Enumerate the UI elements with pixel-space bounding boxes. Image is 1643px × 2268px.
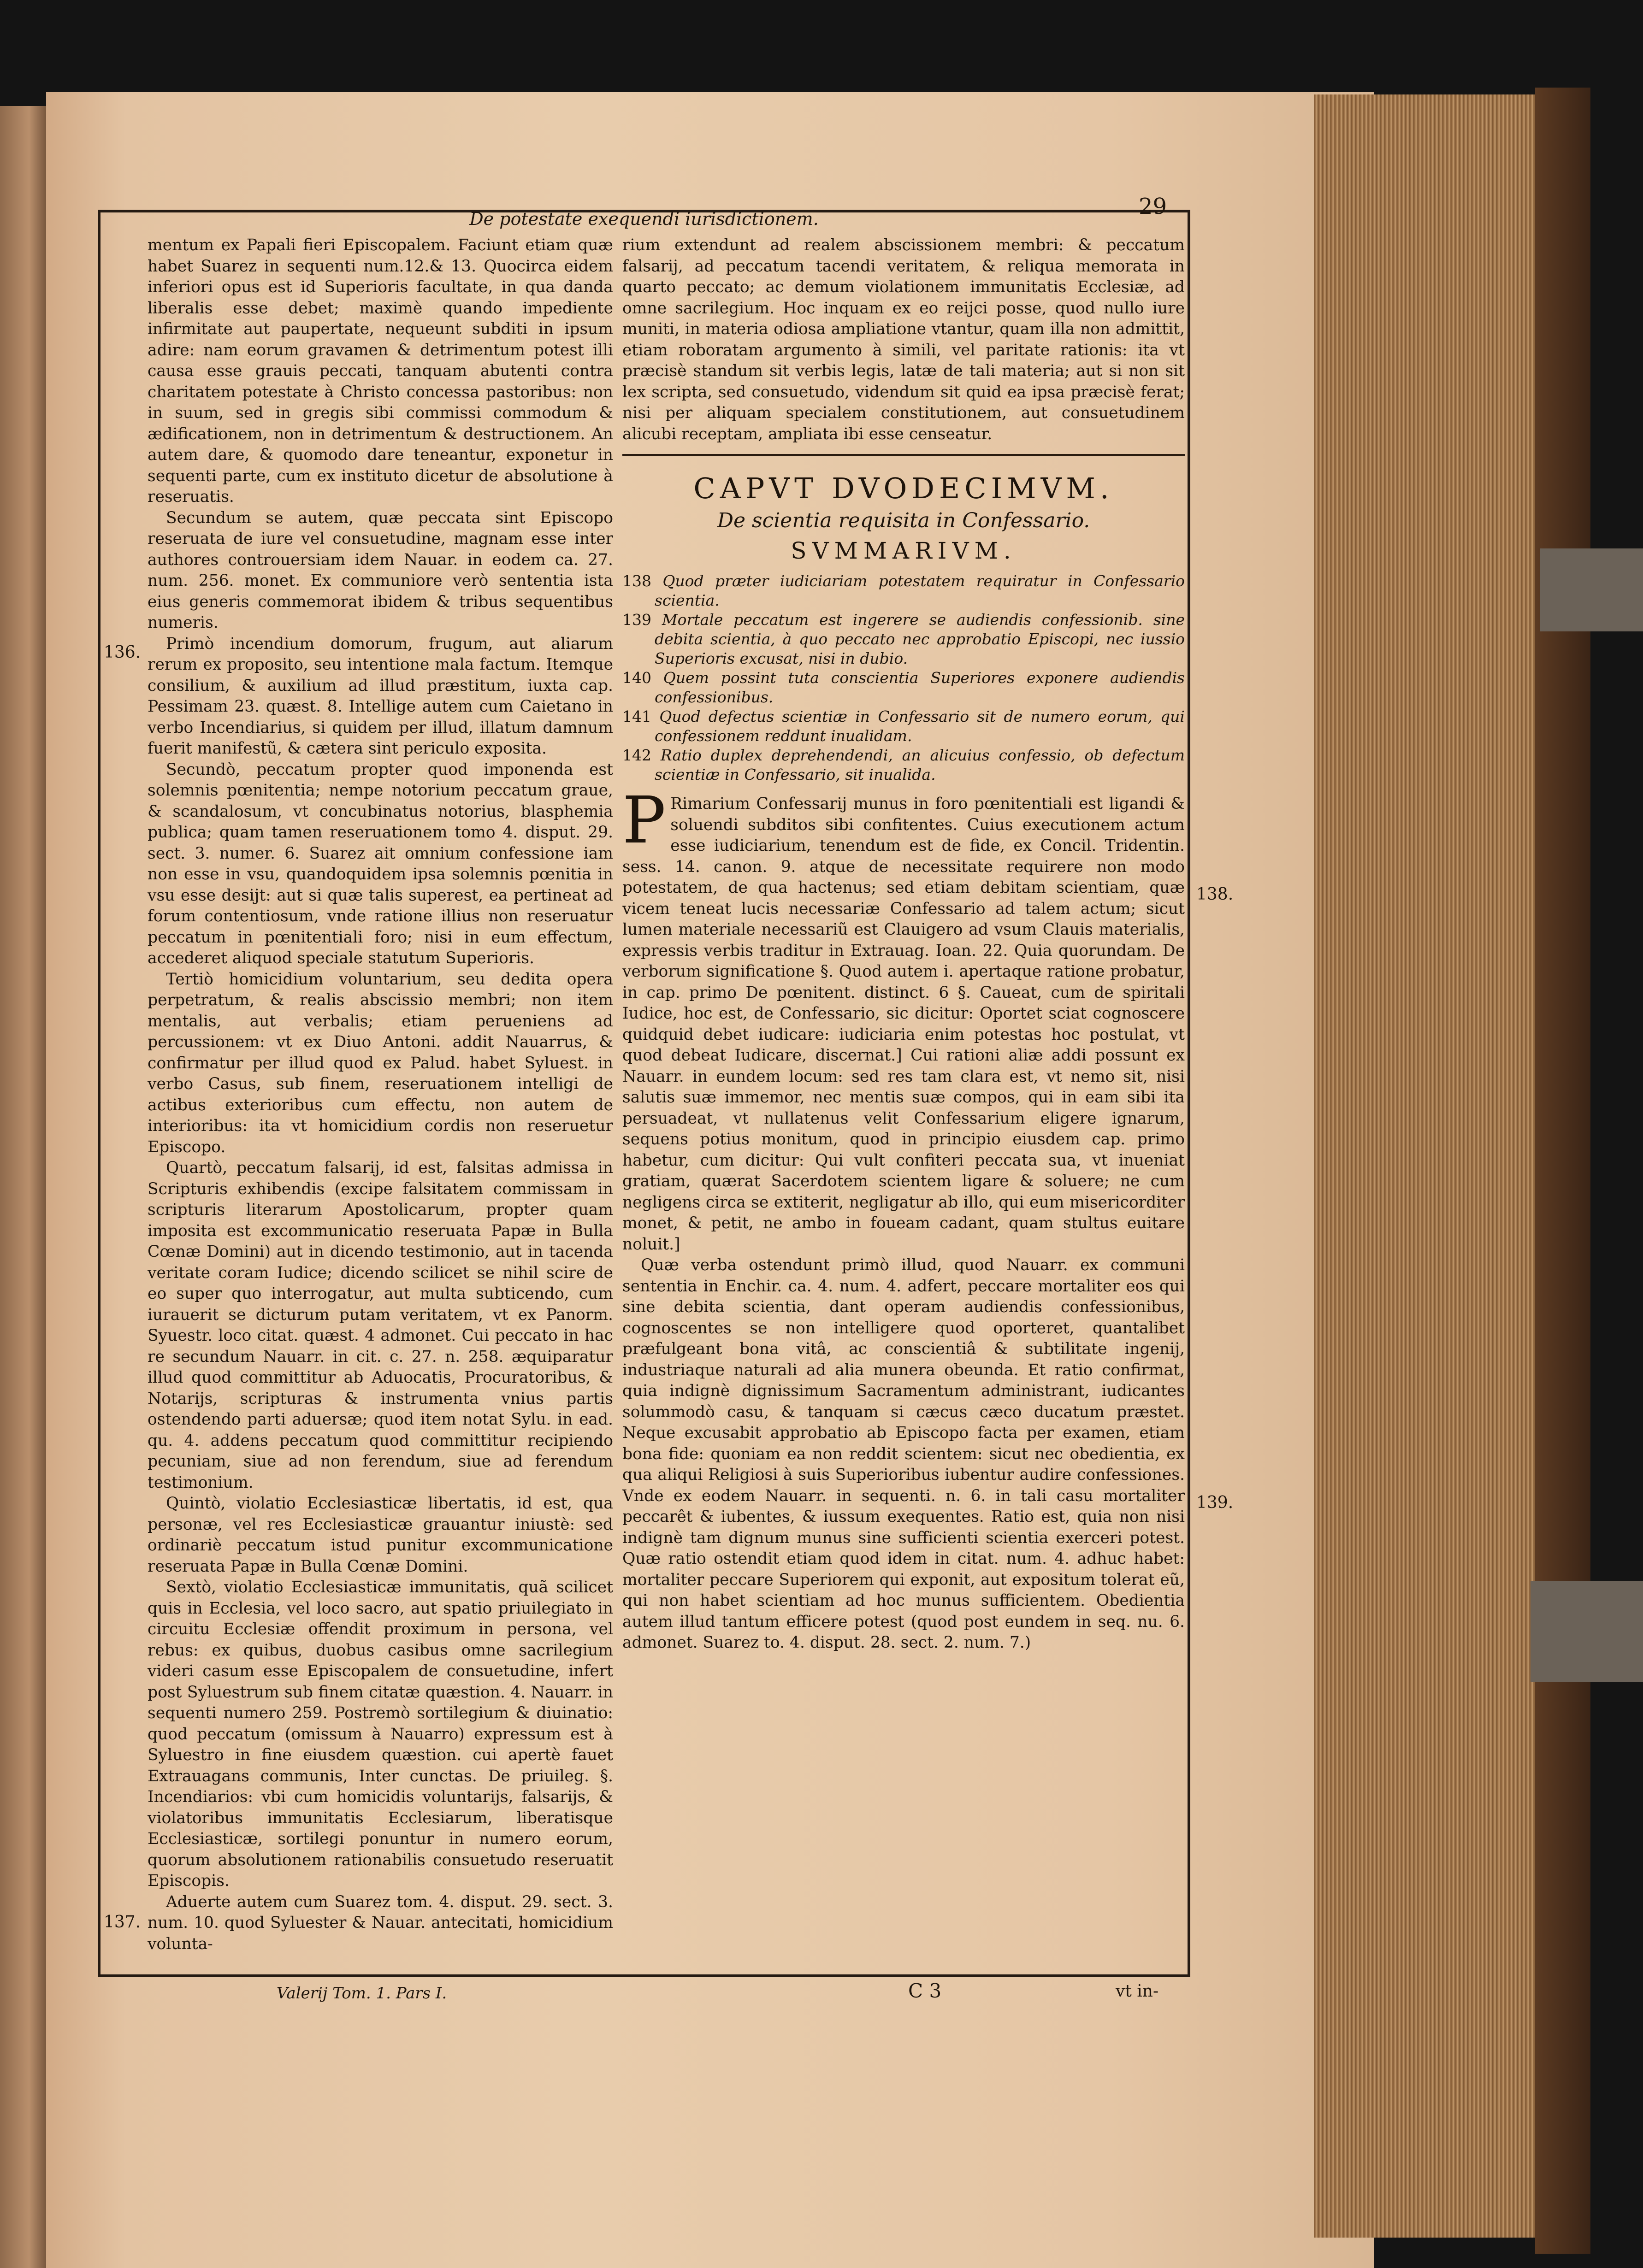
summary-item (622, 746, 1185, 784)
paragraph: Aduerte autem cum Suarez tom. 4. disput. 29. sect. 3. num. 10. quod Syluester & Nauar. antecitati, homicidium volunta- (148, 1892, 613, 1953)
chapter-title: CAPVT DVODECIMVM. (693, 471, 1114, 505)
leather-tab (1531, 1581, 1643, 1682)
summary-number: 139 (622, 611, 651, 629)
summary-item (622, 571, 1185, 610)
summary-number: 142 (622, 746, 651, 764)
section-rule (622, 454, 1185, 456)
margin-number: 136. (104, 643, 141, 662)
paragraph: mentum ex Papali fieri Episcopalem. Faciunt etiam quæ habet Suarez in sequenti num.12.& 13. Quocirca eidem inferiori opus est id Superioris facultate, in qua danda liberalis esse debet; maximè quando impediente infirmitate aut paupertate, nequeunt subditi in ipsum adire: nam eorum gravamen & detrimentum potest illi causa esse grauis peccati, tanquam abutenti contra charitatem potestate à Christo concessa pastoribus: non in suum, sed in gregis sibi commissi commodum & ædificationem, non in detrimentum & destructionem. An autem dare, & quomodo dare teneantur, exponetur in sequenti parte, cum ex instituto dicetur de absolutione à reseruatis. (148, 236, 613, 506)
drop-cap: P (622, 783, 666, 858)
summary-number: 140 (622, 669, 651, 687)
chapter-heading (622, 470, 1185, 567)
summary-heading: SVMMARIVM. (791, 537, 1017, 564)
paragraph: Secundum se autem, quæ peccata sint Episcopo reseruata de iure vel consuetudine, magnam esse inter authores controuersiam idem Nauar. in eodem ca. 27. num. 256. monet. Ex communiore verò sententia ista eius generis commemorat ibidem & tribus sequentibus numeris. (148, 508, 613, 632)
paragraph (622, 783, 1185, 1255)
margin-number: 138. (1196, 885, 1234, 904)
signature-line: Valerij Tom. 1. Pars I. (277, 1984, 447, 2003)
summary-item (622, 610, 1185, 668)
summary-text: Quem possint tuta conscientia Superiores exponere audiendis confessionibus. (655, 669, 1185, 706)
catchword: vt in- (1116, 1982, 1159, 2001)
summary-number: 141 (622, 707, 651, 725)
paragraph: Secundò, peccatum propter quod imponenda est solemnis pœnitentia; nempe notorium peccatum graue, & scandalosum, vt concubinatus notorius, blasphemia publica; quam tamen reseruationem tomo 4. disput. 29. sect. 3. numer. 6. Suarez ait omnium confessione iam non esse in vsu, quandoquidem ipsa solemnis pœnitia in vsu esse desijt: aut si quæ talis superest, ea pertineat ad forum contentiosum, vnde ratione illius non reseruatur peccatum in pœnitentiali foro; nisi in eum effectum, accederet aliquod speciale statutum Superioris. (148, 760, 613, 967)
paragraph: Quæ verba ostendunt primò illud, quod Nauarr. ex communi sententia in Enchir. ca. 4. num. 4. adfert, peccare mortaliter eos qui sine debita scientia, dant operam audiendis confessionibus, cognoscentes se non intelligere quod oporteret, quantalibet præfulgeant bona vitâ, ac conscientiâ & subtilitate ingenij, industriaque naturali ad alia munera obeunda. Et ratio confirmat, quia indignè dignissimum Sacramentum administrant, iudicantes solummodò casu, & tanquam si cæcus cæco ducatum præstet. Neque excusabit approbatio ab Episcopo facta per examen, etiam bona fide: quoniam ea non reddit scientem: sicut nec obedientia, ex qua aliqui Religiosi à suis Superioribus iubentur audire confessiones. Vnde ex eodem Nauarr. in sequenti. n. 6. in tali casu mortaliter peccarêt & iubentes, & iussum exequentes. Ratio est, quia non nisi indignè tam dignum munus sine sufficienti scientia exerceri potest. Quæ ratio ostendit etiam quod idem in citat. num. 4. adhuc habet: mortaliter peccare Superiorem qui exponit, aut expositum tolerat eũ, qui non habet scientiam ad hoc munus sufficientem. Obedientia autem illud tantum efficere potest (quod post eundem in seq. nu. 6. admonet. Suarez to. 4. disput. 28. sect. 2. num. 7.) (622, 1256, 1185, 1652)
signature-mark: C 3 (908, 1979, 942, 2002)
summary-text: Quod defectus scientiæ in Confessario sit de numero eorum, qui confessionem reddunt inualidam. (655, 707, 1185, 745)
summary-number: 138 (622, 572, 651, 590)
right-column (622, 235, 1185, 1654)
margin-number: 139. (1196, 1493, 1234, 1512)
paragraph: Sextò, violatio Ecclesiasticæ immunitatis, quã scilicet quis in Ecclesia, vel loco sacro, aut spatio priuilegiato in circuitu Ecclesiæ offendit proximum in persona, vel rebus: ex quibus, duobus casibus omne sacrilegium videri casum esse Episcopalem de consuetudine, infert post Syluestrum sub finem citatæ quæstion. 4. Nauarr. in sequenti numero 259. Postremò sortilegium & diuinatio: quod peccatum (omissum à Nauarro) expressum est à Syluestro in fine eiusdem quæstion. cui apertè fauet Extrauagans communis, Inter cunctas. De priuileg. §. Incendiarios: vbi cum homicidis voluntarijs, falsarijs, & violatoribus immunitatis Ecclesiarum, liberatisque Ecclesiasticæ, sortilegi ponuntur in numero eorum, quorum absolutionem rationabilis consuetudo reseruatit Episcopis. (148, 1578, 613, 1890)
summary-text: Ratio duplex deprehendendi, an alicuius confessio, ob defectum scientiæ in Confessario, sit inualida. (655, 746, 1185, 783)
chapter-subtitle: De scientia requisita in Confessario. (717, 509, 1090, 532)
running-head: De potestate exequendi iurisdictionem. (469, 209, 819, 229)
summary-item (622, 668, 1185, 707)
left-page-edge (0, 106, 48, 2268)
paragraph: rium extendunt ad realem abscissionem membri: & peccatum falsarij, ad peccatum tacendi veritatem, & reliqua memorata in quarto peccato; ac demum violationem immunitatis Ecclesiæ, ad omne sacrilegium. Hoc inquam ex eo reijci posse, quod nullo iure muniti, in materia odiosa ampliatione vtantur, quam illa non admittit, etiam roboratam argumento à simili, vel paritate rationis: ita vt præcisè standum sit verbis legis, latæ de tali materia; aut si non sit lex scripta, sed consuetudo, videndum sit quid ea ipsa præcisè ferat; nisi per aliquam specialem constitutionem, aut consuetudinem alicubi receptam, ampliata ibi esse censeatur. (622, 236, 1185, 443)
paragraph-text: Rimarium Confessarij munus in foro pœnitentiali est ligandi & soluendi subditos sibi confitentes. Cuius executionem actum esse iudiciarium, tenendum est de fide, ex Concil. Tridentin. sess. 14. canon. 9. atque de necessitate requirere non modo potestatem, de qua hactenus; sed etiam debitam scientiam, quæ vicem teneat lucis necessariæ Confessario ad talem actum; sicut lumen materiale necessariũ est Clauigero ad vsum Clauis materialis, expressis verbis traditur in Extrauag. Ioan. 22. Quia quorundam. De verborum significatione §. Quod autem i. apertaque ratione probatur, in cap. primo De pœnitent. distinct. 6 §. Caueat, cum de spiritali Iudice, hoc est, de Confessario, sic dicitur: Oportet sciat cognoscere quidquid debet iudicare: iudiciaria enim potestas hoc postulat, vt quod debeat Iudicare, discernat.] Cui rationi aliæ addi possunt ex Nauarr. in eundem locum: sed res tam clara est, vt nemo sit, nisi salutis suæ immemor, nec mentis suæ compos, qui in eam sibi ita persuadeat, vt nullatenus velit Confessarium eligere ignarum, sequens potius monitum, quod in principio eiusdem cap. primo habetur, cum dicitur: Qui vult confiteri peccata sua, vt inueniat gratiam, quærat Sacerdotem scientem ligare & soluere; ne cum negligens circa se extiterit, negligatur ab illo, qui eum misericorditer monet, & petit, ne ambo in foueam cadant, quam stultus euitare noluit.] (622, 795, 1185, 1254)
page-number: 29 (1139, 194, 1167, 219)
left-column (148, 235, 613, 1955)
margin-number: 137. (104, 1913, 141, 1932)
summary-list (622, 571, 1185, 784)
leather-tab (1540, 548, 1643, 631)
summary-item (622, 707, 1185, 746)
summary-text: Quod præter iudiciariam potestatem requiratur in Confessario scientia. (655, 572, 1185, 609)
paragraph: Primò incendium domorum, frugum, aut aliarum rerum ex proposito, seu intentione mala factum. Itemque consilium, & auxilium ad illud præstitum, iuxta cap. Pessimam 23. quæst. 8. Intellige autem cum Caietano in verbo Incendiarius, si quidem per illud, illatum damnum fuerit manifestũ, & cætera sint periculo exposita. (148, 634, 613, 758)
page-edges (1314, 94, 1544, 2238)
book-cover (1535, 88, 1590, 2254)
paragraph: Quintò, violatio Ecclesiasticæ libertatis, id est, qua personæ, vel res Ecclesiasticæ grauantur iniustè: sed ordinariè peccatum istud punitur excommunicatione reseruata Papæ in Bulla Cœnæ Domini. (148, 1494, 613, 1576)
paragraph: Tertiò homicidium voluntarium, seu dedita opera perpetratum, & realis abscissio membri; non item mentalis, aut verbalis; etiam perueniens ad percussionem: vt ex Diuo Antoni. addit Nauarrus, & confirmatur per illud quod ex Palud. habet Syluest. in verbo Casus, sub finem, reseruationem intelligi de actibus exterioribus cum effectu, non autem de interioribus: ita vt homicidium cordis non reseruetur Episcopo. (148, 970, 613, 1156)
paragraph: Quartò, peccatum falsarij, id est, falsitas admissa in Scripturis exhibendis (excipe falsitatem commissam in scripturis literarum Apostolicarum, propter quam imposita est excommunicatio reseruata Papæ in Bulla Cœnæ Domini) aut in dicendo testimonio, aut in tacenda veritate coram Iudice; dicendo scilicet se nihil scire de eo super quo interrogatur, aut multa subticendo, cum iurauerit se dicturum putam veritatem, vt ex Panorm. Syuestr. loco citat. quæst. 4 admonet. Cui peccato in hac re secundum Nauarr. in cit. c. 27. n. 258. æquiparatur illud quod committitur ab Aduocatis, Procuratoribus, & Notarijs, scripturas & instrumenta vnius partis ostendendo parti aduersæ; quod item notat Sylu. in ead. qu. 4. addens peccatum quod committitur recipiendo pecuniam, siue ad non ferendum, siue ad ferendum testimonium. (148, 1159, 613, 1492)
summary-text: Mortale peccatum est ingerere se audiendis confessionib. sine debita scientia, à quo peccato nec approbatio Episcopi, nec iussio Superioris excusat, nisi in dubio. (655, 611, 1185, 667)
